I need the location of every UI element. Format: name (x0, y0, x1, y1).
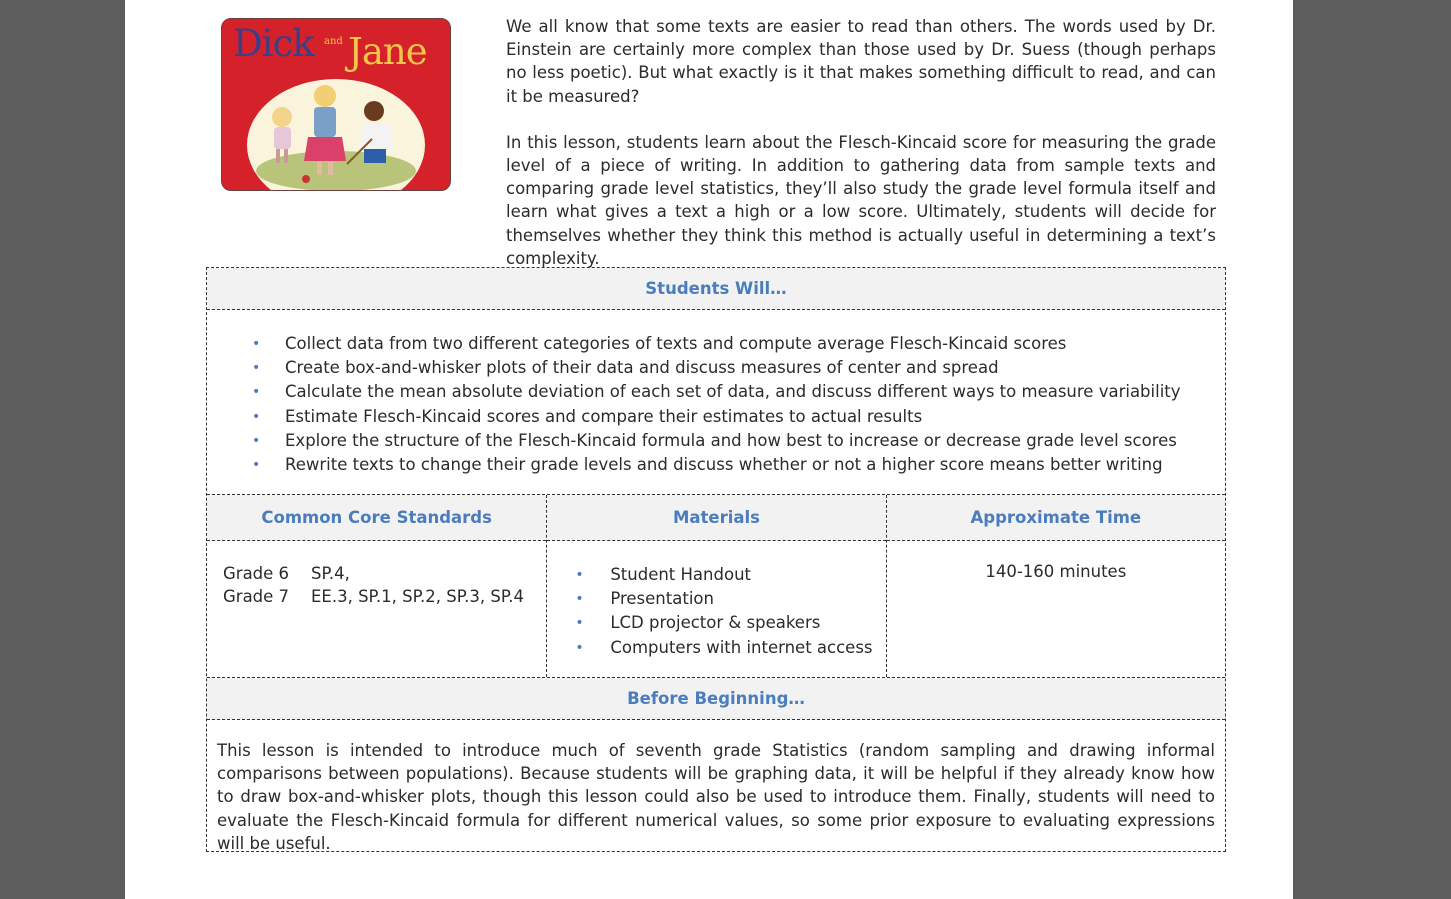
lesson-overview-table (206, 267, 1226, 852)
standards-heading: Common Core Standards (207, 495, 546, 541)
students-will-heading: Students Will… (207, 268, 1225, 310)
materials-heading: Materials (547, 495, 885, 541)
standards-column (207, 495, 546, 677)
students-will-list (207, 310, 1225, 495)
standard-row: Grade 7 EE.3, SP.1, SP.2, SP.3, SP.4 (223, 587, 524, 607)
time-value: 140-160 minutes (985, 562, 1127, 581)
bullet-icon: • (252, 360, 261, 377)
list-item: • Explore the structure of the Flesch-Kincaid formula and how best to increase or decrease grade level scores (207, 429, 1225, 453)
bullet-icon: • (252, 408, 261, 425)
bullet-icon: • (575, 567, 584, 583)
before-beginning-text: This lesson is intended to introduce much of seventh grade Statistics (random sampling and drawing informal comparisons between populations). Because students will be graphing data, it will be helpful if they already know how to draw box-and-whisker plots, though this lesson could also be used to introduce them. Finally, students will need to evaluate the Flesch-Kincaid formula for different numerical values, so some prior exposure to evaluating expressions will be useful. (217, 741, 1215, 853)
bullet-icon: • (252, 384, 261, 401)
standards-list (207, 541, 546, 677)
intro-text (506, 15, 1216, 293)
list-item: • Student Handout (547, 563, 885, 587)
cover-title-and: and (324, 36, 343, 47)
materials-column (546, 495, 885, 677)
materials-list (547, 541, 885, 677)
dick-and-jane-cover-image (221, 18, 451, 191)
bullet-icon: • (575, 639, 584, 656)
list-item: • Create box-and-whisker plots of their data and discuss measures of center and spread (207, 356, 1225, 380)
bullet-icon: • (575, 591, 584, 608)
list-item: • Computers with internet access (547, 636, 885, 660)
bullet-icon: • (575, 615, 584, 632)
list-item: • Calculate the mean absolute deviation of each set of data, and discuss different ways to measure variability (207, 380, 1225, 404)
bullet-icon: • (252, 432, 261, 449)
list-item: • Collect data from two different categories of texts and compute average Flesch-Kincaid scores (207, 332, 1225, 356)
list-item: • LCD projector & speakers (547, 611, 885, 635)
time-heading: Approximate Time (887, 495, 1225, 541)
list-item: • Presentation (547, 587, 885, 611)
bullet-icon: • (252, 336, 261, 352)
before-beginning-heading: Before Beginning… (207, 678, 1225, 720)
list-item: • Estimate Flesch-Kincaid scores and compare their estimates to actual results (207, 405, 1225, 429)
time-column (886, 495, 1225, 677)
intro-paragraph-2: In this lesson, students learn about the Flesch-Kincaid score for measuring the grade level of a piece of writing. In addition to gathering data from sample texts and comparing grade level statistics, they’ll also study the grade level formula itself and learn what gives a text a high or a low score. Ultimately, students will decide for themselves whether they think this method is actually useful in determining a text’s complexity. (506, 132, 1216, 268)
list-item: • Rewrite texts to change their grade levels and discuss whether or not a higher score means better writing (207, 453, 1225, 477)
intro-paragraph-1: We all know that some texts are easier to read than others. The words used by Dr. Einstein are certainly more complex than those used by Dr. Suess (though perhaps no less poetic). But what exactly is it that makes something difficult to read, and can it be measured? (506, 17, 1216, 106)
standards-materials-time-row (207, 495, 1225, 678)
cover-title-jane: Jane (348, 30, 427, 73)
bullet-icon: • (252, 457, 261, 474)
cover-title-dick: Dick (233, 22, 314, 65)
document-page (125, 0, 1293, 899)
standard-row: Grade 6 SP.4, (223, 564, 350, 583)
